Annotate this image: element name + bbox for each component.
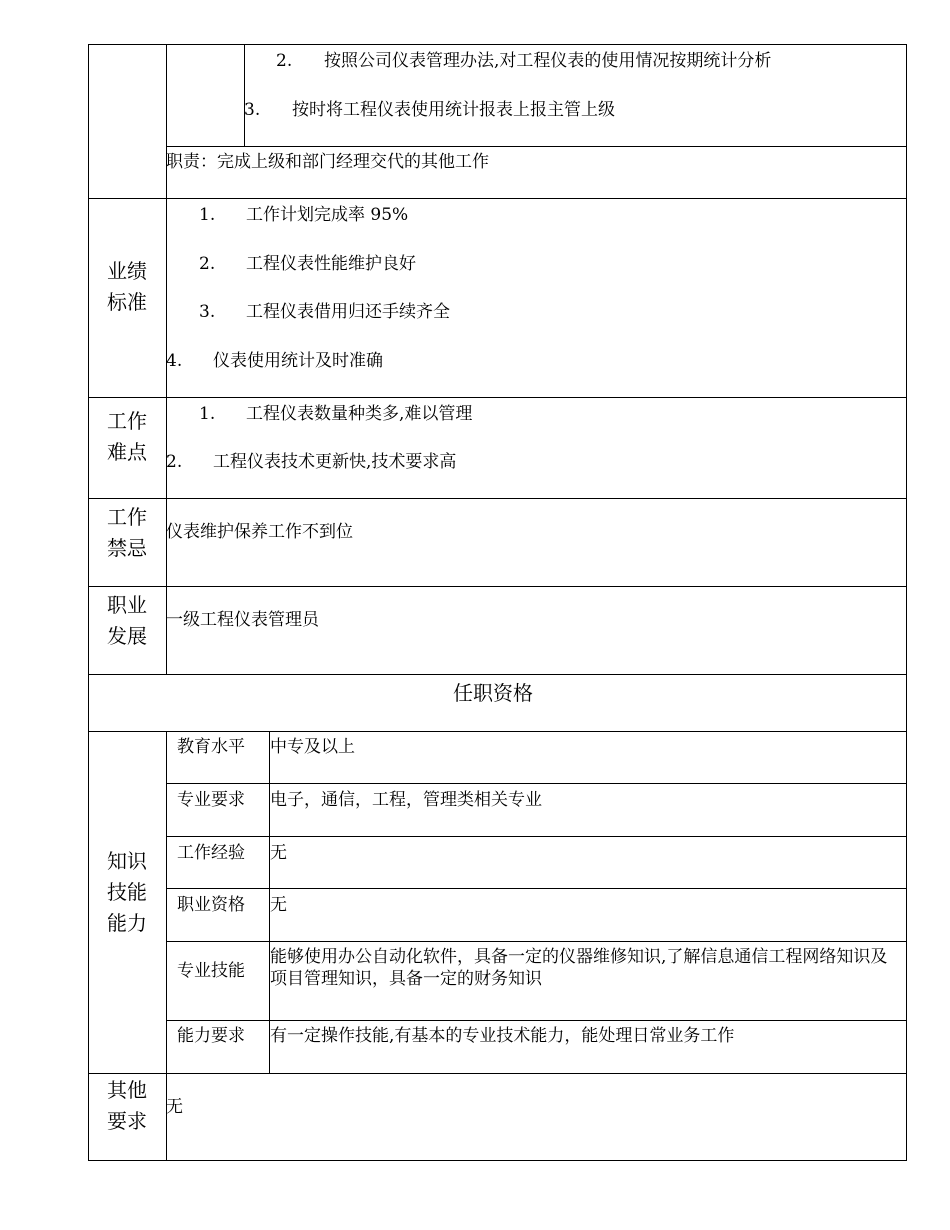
rule-right: [906, 44, 907, 1161]
duty-item-num: 2.: [276, 51, 293, 71]
rule-performance: [88, 198, 907, 199]
rule-duties-other: [166, 146, 907, 147]
rule-k2: [166, 836, 907, 837]
rule-taboo: [88, 498, 907, 499]
rule-k1: [166, 783, 907, 784]
taboo-text: 仪表维护保养工作不到位: [166, 522, 353, 542]
rule-other: [88, 1073, 907, 1074]
rule-k3: [166, 888, 907, 889]
rule-difficulty: [88, 397, 907, 398]
performance-text: 工程仪表性能维护良好: [246, 254, 416, 274]
rule-career: [88, 586, 907, 587]
rule-k4: [166, 941, 907, 942]
knowledge-value: 中专及以上: [270, 737, 355, 757]
other-req-label: 其他 要求: [107, 1078, 147, 1133]
knowledge-key: 专业技能: [177, 961, 245, 981]
performance-text: 工程仪表借用归还手续齐全: [246, 302, 450, 322]
knowledge-label: 知识 技能 能力: [107, 849, 147, 935]
rule-top: [88, 44, 907, 45]
difficulty-text: 工程仪表数量种类多,难以管理: [246, 404, 473, 424]
knowledge-value: 有一定操作技能,有基本的专业技术能力，能处理日常业务工作: [270, 1026, 735, 1046]
duty-other: 职责：完成上级和部门经理交代的其他工作: [166, 152, 489, 172]
rule-knowledge: [88, 731, 907, 732]
performance-num: 3.: [199, 302, 216, 322]
knowledge-key: 工作经验: [177, 843, 245, 863]
other-req-text: 无: [166, 1097, 183, 1117]
rule-duties-inner: [244, 44, 245, 147]
knowledge-key: 能力要求: [177, 1026, 245, 1046]
knowledge-key: 职业资格: [177, 895, 245, 915]
performance-num: 1.: [199, 205, 216, 225]
knowledge-key: 专业要求: [177, 790, 245, 810]
taboo-label: 工作 禁忌: [107, 505, 147, 560]
rule-k5: [166, 1020, 907, 1021]
performance-num: 2.: [199, 254, 216, 274]
rule-left: [88, 44, 89, 1161]
difficulty-text: 工程仪表技术更新快,技术要求高: [213, 452, 457, 472]
knowledge-key: 教育水平: [177, 737, 245, 757]
knowledge-value: 无: [270, 843, 287, 863]
performance-label: 业绩 标准: [107, 259, 147, 314]
difficulty-num: 1.: [199, 404, 216, 424]
performance-num: 4.: [166, 351, 183, 371]
rule-qualification: [88, 674, 907, 675]
difficulty-label: 工作 难点: [107, 409, 147, 464]
performance-text: 仪表使用统计及时准确: [213, 351, 383, 371]
difficulty-num: 2.: [166, 452, 183, 472]
knowledge-value: 无: [270, 895, 287, 915]
qualification-title: 任职资格: [453, 681, 533, 705]
duty-item-num: 3.: [244, 100, 261, 120]
rule-bottom: [88, 1160, 907, 1161]
career-label: 职业 发展: [107, 593, 147, 648]
career-text: 一级工程仪表管理员: [166, 610, 319, 630]
performance-text: 工作计划完成率 95%: [246, 205, 409, 225]
duty-item-text: 按照公司仪表管理办法,对工程仪表的使用情况按期统计分析: [324, 51, 772, 71]
duty-item-text: 按时将工程仪表使用统计报表上报主管上级: [292, 100, 615, 120]
knowledge-value: 能够使用办公自动化软件，具备一定的仪器维修知识,了解信息通信工程网络知识及项目管理知识，具备一定的财务知识: [270, 947, 888, 989]
knowledge-value: 电子，通信，工程，管理类相关专业: [270, 790, 542, 810]
